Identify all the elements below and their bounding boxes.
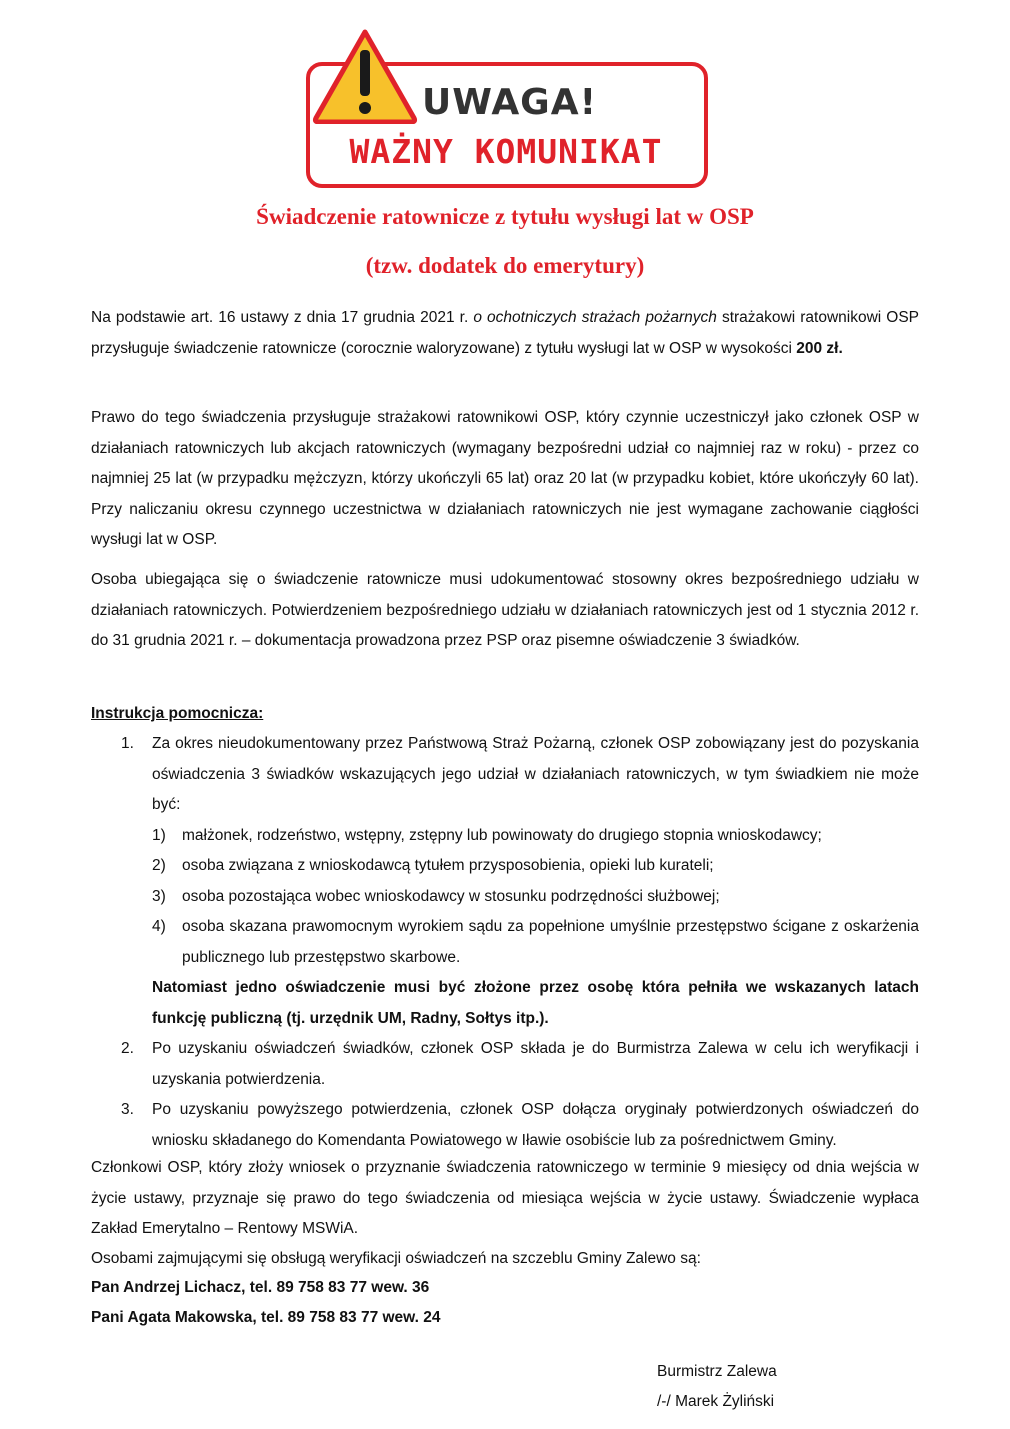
sub-list-item <box>152 912 919 973</box>
list-item-text: Po uzyskaniu oświadczeń świadków, członek OSP składa je do Burmistrza Zalewa w celu ich weryfikacji i uzyskania potwierdzenia. <box>152 1040 919 1088</box>
contact-person: Pan Andrzej Lichacz, tel. 89 758 83 77 wew. 36 <box>91 1279 430 1296</box>
list-item-text: Za okres nieudokumentowany przez Państwową Straż Pożarną, członek OSP zobowiązany jest do pozyskania oświadczenia 3 świadków wskazujących jego udział w działaniach ratowniczych, w tym świadkiem nie może być: <box>152 735 919 813</box>
p1-text-b: strażakowi ratownikowi OSP przysługuje świadczenie ratownicze (corocznie waloryzowane) z tytułu wysługi lat w OSP w wysokości <box>91 309 920 357</box>
paragraph-contacts-intro: Osobami zajmującymi się obsługą weryfikacji oświadczeń na szczeblu Gminy Zalewo są: <box>91 1250 701 1267</box>
paragraph-eligibility: Prawo do tego świadczenia przysługuje strażakowi ratownikowi OSP, który czynnie uczestniczył jako członek OSP w działaniach ratowniczych lub akcjach ratowniczych (wymagany bezpośredni udział co najmniej raz w roku) - przez co najmniej 25 lat (w przypadku mężczyzn, którzy ukończyli 65 lat) oraz 20 lat (w przypadku kobiet, które ukończyły 60 lat). Przy naliczaniu okresu czynnego uczestnictwa w działaniach ratowniczych nie jest wymagane zachowanie ciągłości wysługi lat w OSP. <box>91 409 919 548</box>
sub-list-item <box>152 882 919 913</box>
p1-act-name: o ochotniczych strażach pożarnych <box>473 309 717 326</box>
list-item-number: 3. <box>121 1101 134 1118</box>
banner-important-text: WAŻNY KOMUNIKAT <box>349 132 663 171</box>
list-item <box>91 1095 919 1156</box>
sub-item-text: osoba pozostająca wobec wnioskodawcy w stosunku podrzędności służbowej; <box>182 887 720 905</box>
sub-item-number: 3) <box>152 887 166 905</box>
list-item-number: 2. <box>121 1040 134 1057</box>
banner-uwaga-text: UWAGA! <box>422 82 598 123</box>
sub-item-text: osoba skazana prawomocnym wyrokiem sądu za popełnione umyślnie przestępstwo ścigane z oskarżenia publicznego lub przestępstwo skarbowe. <box>182 918 919 966</box>
contact-person: Pani Agata Makowska, tel. 89 758 83 77 wew. 24 <box>91 1309 441 1326</box>
instructions-heading: Instrukcja pomocnicza: <box>91 705 264 722</box>
list-item <box>91 729 919 1034</box>
sub-list-item <box>152 851 919 882</box>
signature-name: /-/ Marek Żyliński <box>657 1393 775 1410</box>
p1-text-a: Na podstawie art. 16 ustawy z dnia 17 grudnia 2021 r. <box>91 309 474 326</box>
warning-triangle-icon <box>312 28 418 124</box>
signature-role: Burmistrz Zalewa <box>657 1363 777 1380</box>
list-item-number: 1. <box>121 735 134 752</box>
sub-item-text: osoba związana z wnioskodawcą tytułem przysposobienia, opieki lub kurateli; <box>182 857 714 874</box>
sub-item-number: 1) <box>152 826 166 844</box>
list-item <box>91 1034 919 1095</box>
sub-list-item <box>152 821 919 852</box>
instructions-list <box>91 729 919 1156</box>
paragraph-deadline: Członkowi OSP, który złoży wniosek o przyznanie świadczenia ratowniczego w terminie 9 miesięcy od dnia wejścia w życie ustawy, przyznaje się prawo do tego świadczenia od miesiąca wejścia w życie ustawy. Świadczenie wypłaca Zakład Emerytalno – Rentowy MSWiA. <box>91 1159 919 1237</box>
sub-item-number: 4) <box>152 918 166 935</box>
public-official-note: Natomiast jedno oświadczenie musi być złożone przez osobę która pełniła we wskazanych latach funkcję publiczną (tj. urzędnik UM, Radny, Sołtys itp.). <box>152 979 919 1027</box>
paragraph-documentation: Osoba ubiegająca się o świadczenie ratownicze musi udokumentować stosowny okres bezpośredniego udziału w działaniach ratowniczych. Potwierdzeniem bezpośredniego udziału w działaniach ratowniczych jest od 1 stycznia 2012 r. do 31 grudnia 2021 r. – dokumentacja prowadzona przez PSP oraz pisemne oświadczenie 3 świadków. <box>91 571 919 649</box>
p1-amount: 200 zł. <box>796 339 843 357</box>
paragraph-legal-basis <box>91 303 919 364</box>
sub-item-text: małżonek, rodzeństwo, wstępny, zstępny lub powinowaty do drugiego stopnia wnioskodawcy; <box>182 826 822 844</box>
document-title: Świadczenie ratownicze z tytułu wysługi lat w OSP <box>256 204 754 229</box>
document-subtitle: (tzw. dodatek do emerytury) <box>365 253 645 278</box>
sub-item-number: 2) <box>152 857 166 874</box>
warning-banner <box>302 28 712 192</box>
list-item-text: Po uzyskaniu powyższego potwierdzenia, członek OSP dołącza oryginały potwierdzonych oświadczeń do wniosku składanego do Komendanta Powiatowego w Iławie osobiście lub za pośrednictwem Gminy. <box>152 1101 919 1149</box>
